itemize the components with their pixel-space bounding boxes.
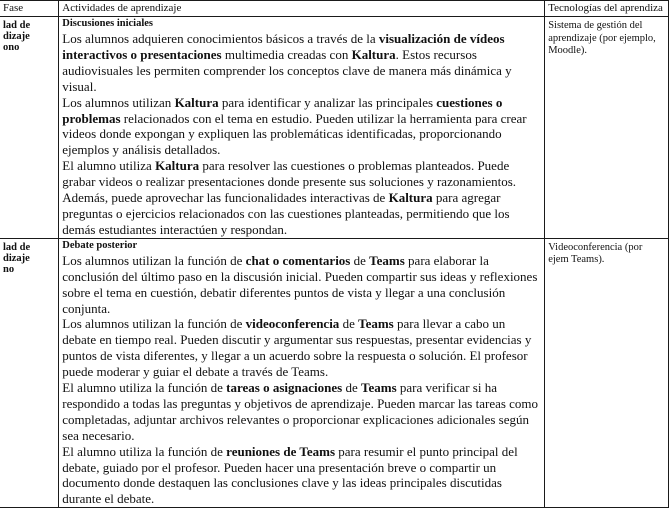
text-run: para resolver las cuestiones o problemas planteados. Puede grabar videos o realizar presentaciones donde presente sus soluciones y razonamientos. Además, puede aprovechar las funcionalidades interactivas de [62, 158, 517, 206]
activity-paragraph [62, 316, 541, 380]
bold-term: Teams [361, 380, 397, 396]
phase-cell: lad de dizaje ono [0, 17, 59, 239]
phase-cell: lad de dizaje no [0, 238, 59, 508]
bold-term: Teams [369, 252, 405, 268]
text-run: de [350, 252, 370, 268]
text-run: multimedia creadas con [221, 46, 352, 62]
activity-paragraph [62, 31, 541, 95]
bold-term: tareas o asignaciones [226, 380, 343, 396]
bold-term: chat o comentarios [245, 252, 351, 268]
bold-term: reuniones de Teams [226, 443, 336, 459]
bold-term: videoconferencia [245, 316, 340, 332]
activity-cell [59, 17, 545, 239]
text-run: para identificar y analizar las principales [218, 94, 437, 110]
activity-paragraph [62, 95, 541, 159]
header-activities: Actividades de aprendizaje [59, 1, 545, 17]
bold-term: cuestiones o problemas [62, 94, 503, 126]
activity-paragraphs [62, 31, 541, 238]
text-run: Los alumnos adquieren conocimientos básicos a través de la [62, 31, 379, 46]
text-run: para agregar preguntas o ejercicios relacionados con las cuestiones planteadas, permitiendo que los demás estudiantes interactúen y respondan. [62, 190, 510, 237]
activity-paragraph [62, 380, 541, 444]
header-phase: Fase [0, 1, 59, 17]
table-row [0, 17, 669, 239]
activity-title: Debate posterior [62, 239, 138, 251]
text-run: Los alumnos utilizan la función de [62, 252, 246, 268]
text-run: Los alumnos utilizan [62, 94, 175, 110]
bold-term: Kaltura [155, 158, 200, 174]
technology-cell: Videoconferencia (por ejem Teams). [545, 238, 669, 508]
bold-term: visualización de vídeos interactivos o presentaciones [62, 31, 505, 62]
text-run: relacionados con el tema en estudio. Pueden utilizar la herramienta para crear videos donde expongan y expliquen las problemáticas identificadas, proporcionando ejemplos y análisis detallados. [62, 110, 527, 158]
text-run: El alumno utiliza [62, 158, 156, 174]
table-row [0, 238, 669, 508]
text-run: El alumno utiliza la función de [62, 443, 227, 459]
header-technologies: Tecnologías del aprendiza [545, 1, 669, 17]
bold-term: Kaltura [388, 190, 433, 206]
text-run: El alumno utiliza la función de [62, 380, 227, 396]
technology-cell: Sistema de gestión del aprendizaje (por ejemplo, Moodle). [545, 17, 669, 239]
activity-paragraph [62, 158, 541, 238]
text-run: para resumir el punto principal del debate, guiado por el profesor. Pueden hacer una presentación breve o compartir un documento donde destaquen las conclusiones clave y las ideas principales discutidas durante el debate. [62, 443, 518, 507]
text-run: para verificar si ha respondido a todas las preguntas y objetivos de aprendizaje. Pueden marcar las tareas como completadas, adjuntar archivos relevantes o proporcionar explicaciones adicionales según sea necesario. [62, 380, 539, 443]
text-run: de [339, 316, 359, 332]
bold-term: Teams [358, 316, 394, 332]
table-header-row [0, 1, 669, 17]
activity-paragraph [62, 253, 541, 317]
bold-term: Kaltura [351, 46, 396, 62]
activity-paragraph [62, 444, 541, 508]
activity-cell [59, 238, 545, 508]
text-run: para elaborar la conclusión del último paso en la discusión inicial. Pueden compartir sus ideas y reflexiones sobre el tema en cuestión, debatir diferentes puntos de vista y llegar a una conclusión conjunta. [62, 252, 538, 316]
text-run: . Estos recursos audiovisuales les permiten comprender los conceptos clave de manera más dinámica y visual. [62, 46, 512, 94]
text-run: Los alumnos utilizan la función de [62, 316, 246, 332]
activity-title: Discusiones iniciales [62, 18, 153, 29]
bold-term: Kaltura [174, 94, 219, 110]
activity-paragraphs [62, 253, 541, 508]
text-run: de [342, 380, 361, 396]
text-run: para llevar a cabo un debate en tiempo real. Pueden discutir y argumentar sus respuestas, presentar evidencias y puntos de vista diferentes, y llegar a un acuerdo sobre la respuesta o solución. El profesor puede moderar y guiar el debate a través de Teams. [62, 316, 532, 380]
